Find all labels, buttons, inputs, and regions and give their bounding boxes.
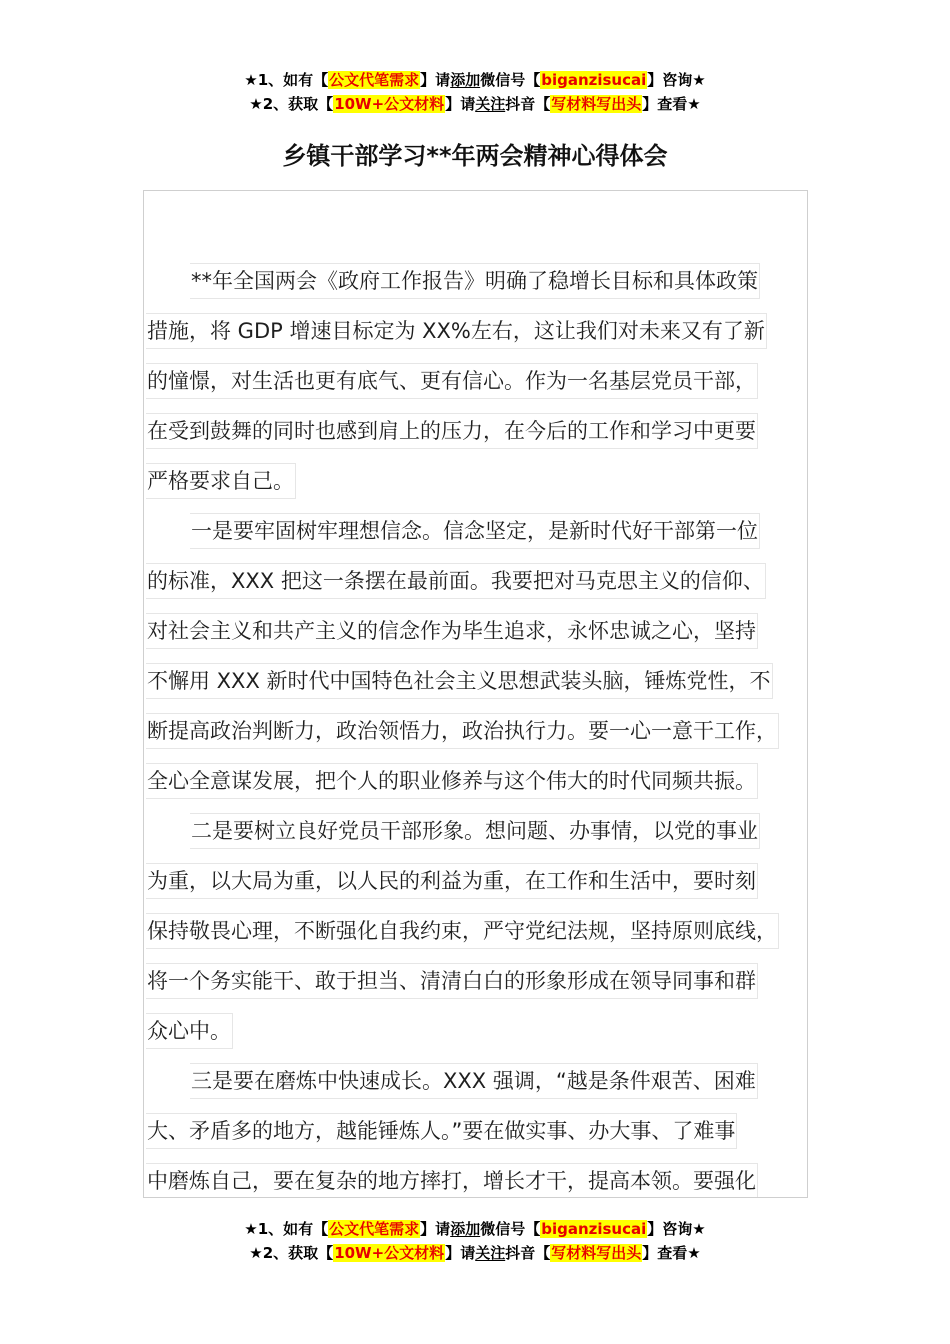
text-line: 全心全意谋发展，把个人的职业修养与这个伟大的时代同频共振。 <box>146 756 802 806</box>
text-line: 保持敬畏心理，不断强化自我约束，严守党纪法规，坚持原则底线， <box>146 906 802 956</box>
banner-line-1: ★1、如有【公文代笔需求】请添加微信号【biganzisucai】咨询★ <box>244 1220 706 1238</box>
highlight-service: 公文代笔需求 <box>329 1220 420 1238</box>
highlight-wechat-id: biganzisucai <box>541 71 647 89</box>
text-line: 对社会主义和共产主义的信念作为毕生追求，永怀忠诚之心，坚持 <box>146 606 802 656</box>
header-banner <box>0 68 950 116</box>
banner-line-2: ★2、获取【10W+公文材料】请关注抖音【写材料写出头】查看★ <box>249 1244 701 1262</box>
text-line: 三是要在磨炼中快速成长。XXX 强调，“越是条件艰苦、困难 <box>146 1056 802 1106</box>
text-line: 中磨炼自己，要在复杂的地方摔打，增长才干，提高本领。要强化 <box>146 1156 802 1198</box>
text-line: 众心中。 <box>146 1006 802 1056</box>
banner-line-1: ★1、如有【公文代笔需求】请添加微信号【biganzisucai】咨询★ <box>244 71 706 89</box>
footer-banner <box>0 1217 950 1265</box>
text-line: 将一个务实能干、敢于担当、清清白白的形象形成在领导同事和群 <box>146 956 802 1006</box>
text-line: 二是要树立良好党员干部形象。想问题、办事情，以党的事业 <box>146 806 802 856</box>
text-line: 严格要求自己。 <box>146 456 802 506</box>
text-line: 为重，以大局为重，以人民的利益为重，在工作和生活中，要时刻 <box>146 856 802 906</box>
document-title: 乡镇干部学习**年两会精神心得体会 <box>282 142 668 170</box>
banner-line-2: ★2、获取【10W+公文材料】请关注抖音【写材料写出头】查看★ <box>249 95 701 113</box>
text-line: 的憧憬，对生活也更有底气、更有信心。作为一名基层党员干部， <box>146 356 802 406</box>
highlight-douyin-id: 写材料写出头 <box>551 1244 642 1262</box>
highlight-douyin-id: 写材料写出头 <box>551 95 642 113</box>
highlight-wechat-id: biganzisucai <box>541 1220 647 1238</box>
text-line: 不懈用 XXX 新时代中国特色社会主义思想武装头脑，锤炼党性，不 <box>146 656 802 706</box>
text-line: 大、矛盾多的地方，越能锤炼人。”要在做实事、办大事、了难事 <box>146 1106 802 1156</box>
text-line: 断提高政治判断力，政治领悟力，政治执行力。要一心一意干工作， <box>146 706 802 756</box>
highlight-service: 公文代笔需求 <box>329 71 420 89</box>
document-body <box>146 256 802 1198</box>
text-line: 一是要牢固树牢理想信念。信念坚定，是新时代好干部第一位 <box>146 506 802 556</box>
document-body-frame <box>143 190 808 1198</box>
highlight-materials: 10W+公文材料 <box>334 1244 445 1262</box>
text-line: 在受到鼓舞的同时也感到肩上的压力，在今后的工作和学习中更要 <box>146 406 802 456</box>
text-line: 的标准，XXX 把这一条摆在最前面。我要把对马克思主义的信仰、 <box>146 556 802 606</box>
highlight-materials: 10W+公文材料 <box>334 95 445 113</box>
text-line: **年全国两会《政府工作报告》明确了稳增长目标和具体政策 <box>146 256 802 306</box>
text-line: 措施，将 GDP 增速目标定为 XX%左右，这让我们对未来又有了新 <box>146 306 802 356</box>
